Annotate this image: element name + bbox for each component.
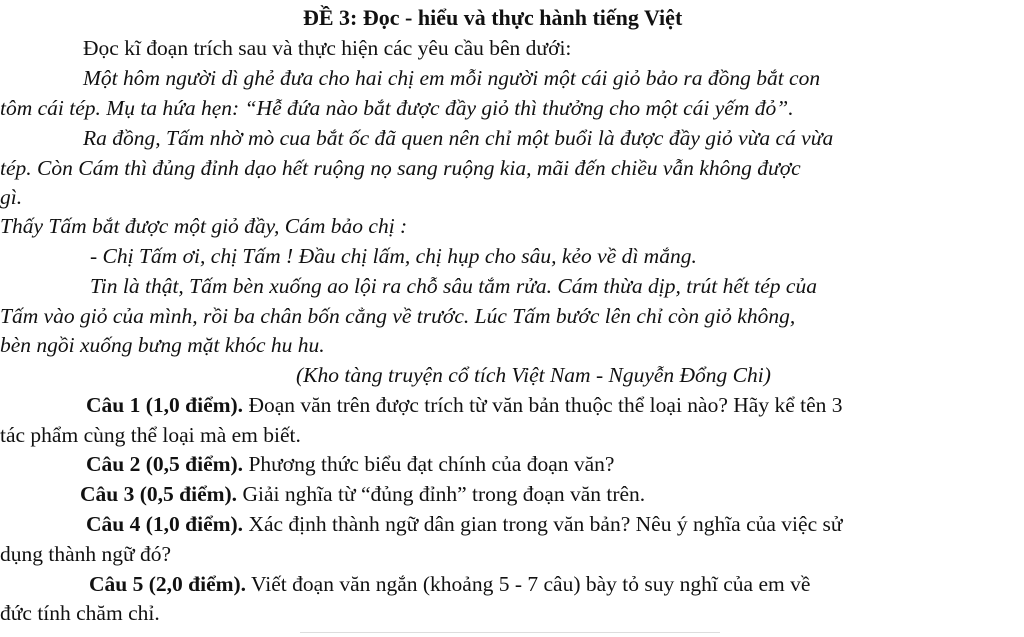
question-1 — [86, 391, 843, 421]
question-4 — [86, 510, 843, 540]
question-text: Giải nghĩa từ “đủng đỉnh” trong đoạn văn trên. — [237, 482, 646, 506]
question-text: Xác định thành ngữ dân gian trong văn bản? Nêu ý nghĩa của việc sử — [243, 512, 843, 536]
question-label: Câu 1 (1,0 điểm). — [86, 393, 244, 417]
question-1-continued: tác phẩm cùng thể loại mà em biết. — [0, 423, 301, 447]
question-text: Viết đoạn văn ngắn (khoảng 5 - 7 câu) bày tỏ suy nghĩ của em về — [246, 572, 811, 596]
question-3 — [80, 480, 645, 510]
passage-line: Một hôm người dì ghẻ đưa cho hai chị em mỗi người một cái giỏ bảo ra đồng bắt con — [83, 66, 821, 90]
passage-line: gì. — [0, 185, 23, 209]
question-text: Phương thức biểu đạt chính của đoạn văn? — [243, 452, 615, 476]
passage-line: tép. Còn Cám thì đủng đỉnh dạo hết ruộng nọ sang ruộng kia, mãi đến chiều vẫn không được — [0, 156, 801, 180]
source-citation: (Kho tàng truyện cổ tích Việt Nam - Nguyễn Đổng Chi) — [296, 363, 771, 387]
passage-line: Ra đồng, Tấm nhờ mò cua bắt ốc đã quen nên chỉ một buổi là được đầy giỏ vừa cá vừa — [83, 126, 834, 150]
question-label: Câu 5 (2,0 điểm). — [89, 572, 247, 596]
question-text: Đoạn văn trên được trích từ văn bản thuộc thể loại nào? Hãy kể tên 3 — [243, 393, 843, 417]
question-label: Câu 4 (1,0 điểm). — [86, 512, 244, 536]
passage-line: Tấm vào giỏ của mình, rồi ba chân bốn cẳng về trước. Lúc Tấm bước lên chỉ còn giỏ không, — [0, 304, 796, 328]
passage-line: tôm cái tép. Mụ ta hứa hẹn: “Hễ đứa nào bắt được đầy giỏ thì thưởng cho một cái yếm đỏ”. — [0, 96, 794, 120]
question-5-continued: đức tính chăm chỉ. — [0, 601, 160, 625]
question-4-continued: dụng thành ngữ đó? — [0, 542, 172, 566]
page-edge-divider — [300, 632, 720, 633]
passage-line: bèn ngồi xuống bưng mặt khóc hu hu. — [0, 333, 325, 357]
question-5 — [89, 570, 810, 600]
instruction-text: Đọc kĩ đoạn trích sau và thực hiện các yêu cầu bên dưới: — [83, 36, 572, 60]
passage-line: Tin là thật, Tấm bèn xuống ao lội ra chỗ sâu tắm rửa. Cám thừa dịp, trút hết tép của — [90, 274, 817, 298]
passage-line: - Chị Tấm ơi, chị Tấm ! Đầu chị lấm, chị hụp cho sâu, kẻo về dì mắng. — [90, 244, 697, 268]
passage-line: Thấy Tấm bắt được một giỏ đầy, Cám bảo chị : — [0, 214, 408, 238]
question-label: Câu 3 (0,5 điểm). — [80, 482, 238, 506]
question-2 — [86, 450, 614, 480]
page-title: ĐỀ 3: Đọc - hiểu và thực hành tiếng Việt — [303, 5, 683, 30]
question-label: Câu 2 (0,5 điểm). — [86, 452, 244, 476]
